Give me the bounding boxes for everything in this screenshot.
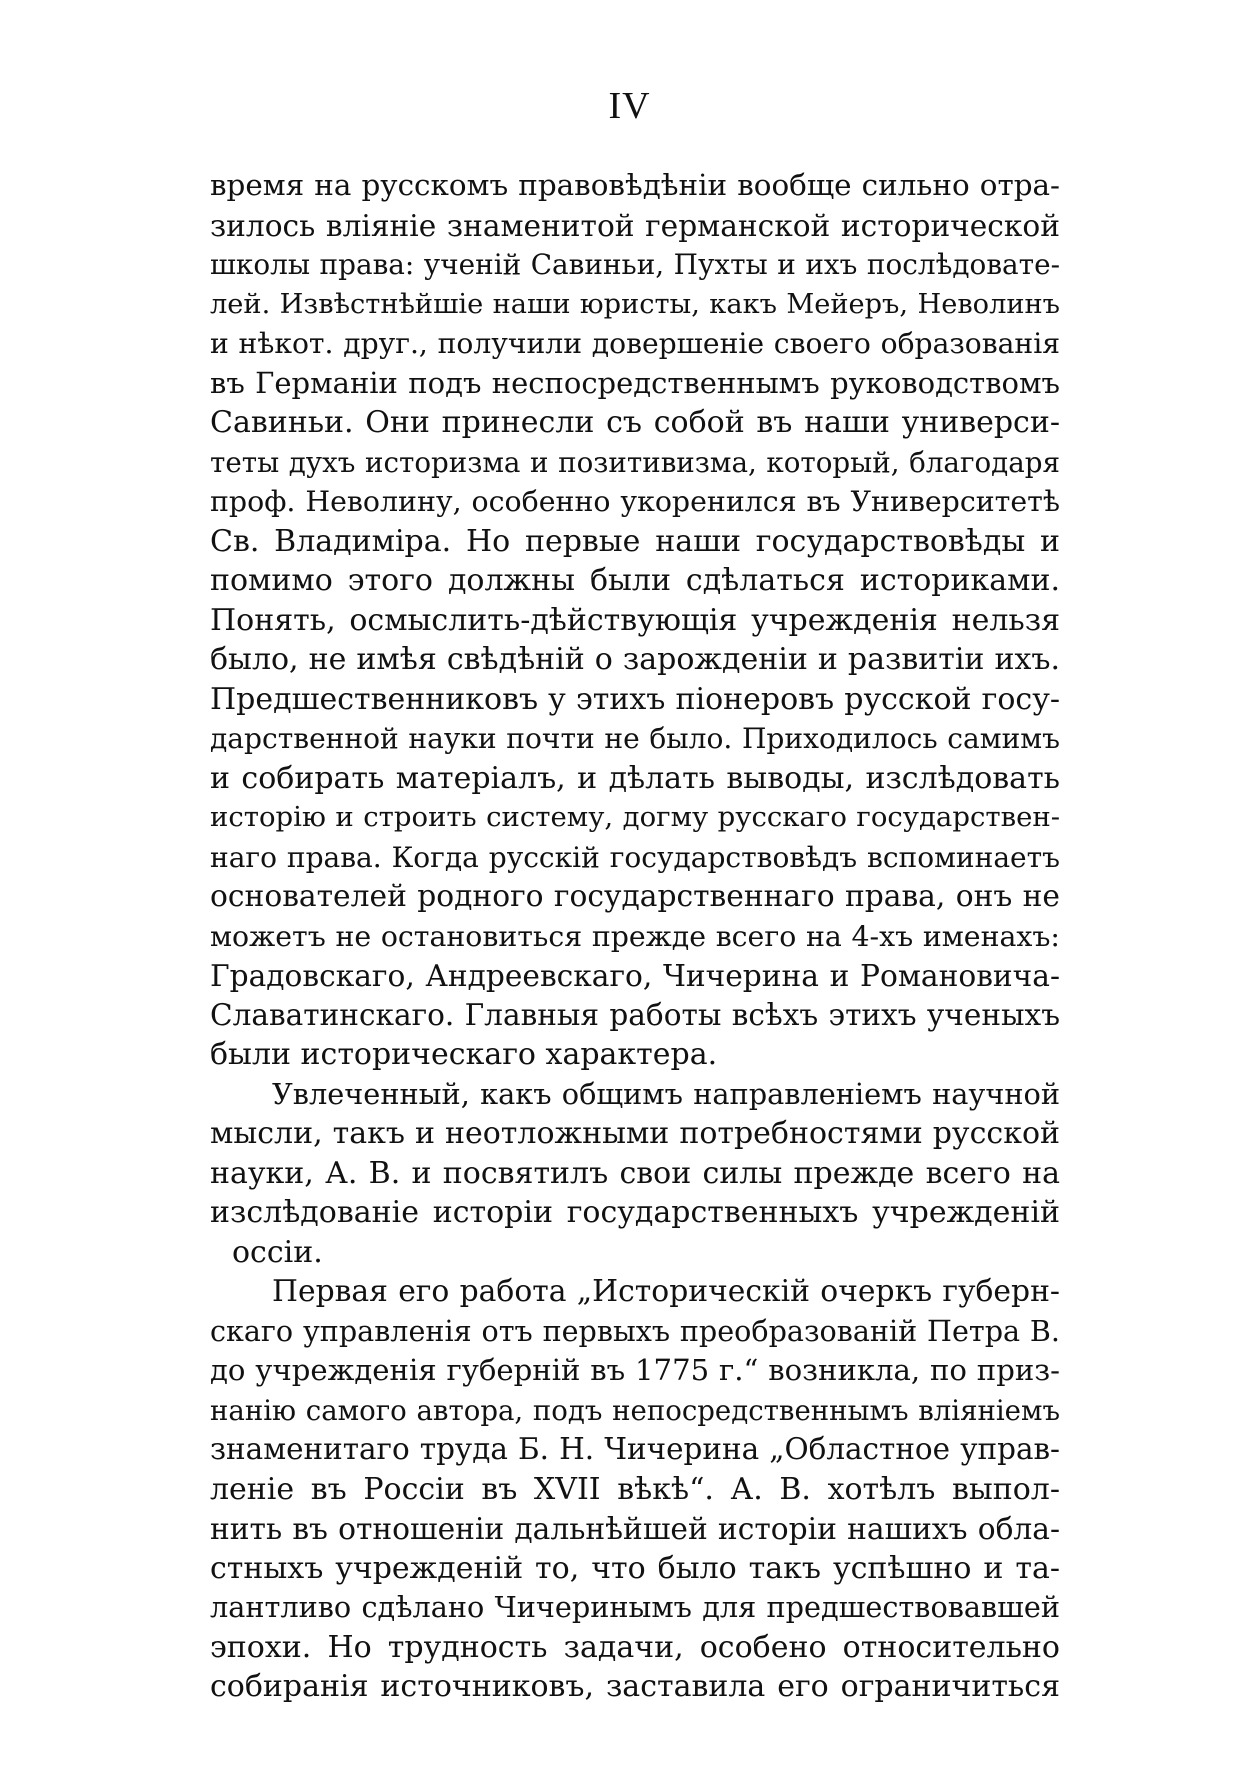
text-line: нить въ отношеніи дальнѣйшей исторіи нашихъ обла- [210, 1511, 1060, 1546]
body-text [210, 166, 1060, 1707]
text-line: наго права. Когда русскій государствовѣдъ вспоминаетъ [210, 840, 1060, 874]
text-line: теты духъ историзма и позитивизма, который, благодаря [210, 445, 1060, 479]
text-line: проф. Неволину, особенно укоренился въ Университетѣ [210, 485, 1060, 518]
text-line: до учрежденія губерній въ 1775 г.“ возникла, по приз- [210, 1353, 1060, 1387]
page-number: IV [608, 85, 651, 127]
paragraph-1 [210, 166, 1060, 1075]
paragraph-2 [210, 1075, 1060, 1273]
text-line: исторію и строить систему, догму русскаго государствен- [210, 801, 1060, 833]
text-line: Св. Владиміра. Но первые наши государствовѣды и [210, 523, 1060, 559]
text-line: основателей родного государственнаго права, онъ не [210, 879, 1060, 914]
text-line: Савиньи. Они принесли съ собой въ наши универси- [210, 405, 1060, 440]
text-line: въ Германіи подъ неспосредственнымъ руководствомъ [210, 365, 1060, 400]
paragraph-3 [210, 1272, 1060, 1707]
text-line: было, не имѣя свѣдѣній о зарожденіи и развитіи ихъ. [210, 642, 1060, 677]
text-line: Градовскаго, Андреевскаго, Чичерина и Романовича- [210, 958, 1060, 993]
text-line: стныхъ учрежденій то, что было такъ успѣшно и та- [210, 1550, 1060, 1586]
text-line: Славатинскаго. Главныя работы всѣхъ этихъ ученыхъ [210, 997, 1060, 1032]
text-line: науки, А. В. и посвятилъ свои силы прежде всего на [210, 1155, 1060, 1191]
text-line: оссіи. [232, 1234, 323, 1270]
text-line: можетъ не остановиться прежде всего на 4-хъ именахъ: [210, 919, 1060, 953]
text-line: дарственной науки почти не было. Приходилось самимъ [210, 722, 1060, 755]
text-line: знаменитаго труда Б. Н. Чичерина „Областное управ- [210, 1432, 1060, 1466]
text-line: скаго управленія отъ первыхъ преобразованій Петра В. [210, 1313, 1060, 1348]
text-line: лантливо сдѣлано Чичеринымъ для предшествовавшей [210, 1590, 1060, 1624]
text-line: помимо этого должны были сдѣлаться историками. [210, 563, 1060, 598]
text-line: и нѣкот. друг., получили довершеніе своего образованія [210, 327, 1060, 360]
text-line: мысли, такъ и неотложными потребностями русской [210, 1116, 1060, 1151]
text-line: нанію самого автора, подъ непосредственнымъ вліяніемъ [210, 1393, 1060, 1427]
text-line: Первая его работа „Историческій очеркъ губерн- [272, 1274, 1060, 1309]
text-line: время на русскомъ правовѣдѣніи вообще сильно отра- [210, 168, 1060, 202]
text-line: школы права: ученій Савиньи, Пухты и ихъ послѣдовате- [210, 248, 1060, 281]
text-line: Понять, осмыслить-дѣйствующія учрежденія нельзя [210, 602, 1060, 638]
text-line: Увлеченный, какъ общимъ направленіемъ научной [272, 1076, 1060, 1111]
text-line: собиранія источниковъ, заставила его ограничиться [210, 1669, 1060, 1704]
text-line: были историческаго характера. [210, 1037, 718, 1072]
text-line: эпохи. Но трудность задачи, особено относительно [210, 1629, 1060, 1665]
text-line: и собирать матеріалъ, и дѣлать выводы, изслѣдовать [210, 760, 1060, 796]
text-line: лей. Извѣстнѣйшіе наши юристы, какъ Мейеръ, Неволинъ [210, 288, 1060, 320]
text-line: Предшественниковъ у этихъ піонеровъ русской госу- [210, 681, 1060, 717]
text-line: зилось вліяніе знаменитой германской исторической [210, 207, 1060, 243]
text-line: леніе въ Россіи въ XVII вѣкѣ“. А. В. хотѣлъ выпол- [210, 1471, 1060, 1507]
text-line: изслѣдованіе исторіи государственныхъ учрежденій [210, 1195, 1060, 1230]
